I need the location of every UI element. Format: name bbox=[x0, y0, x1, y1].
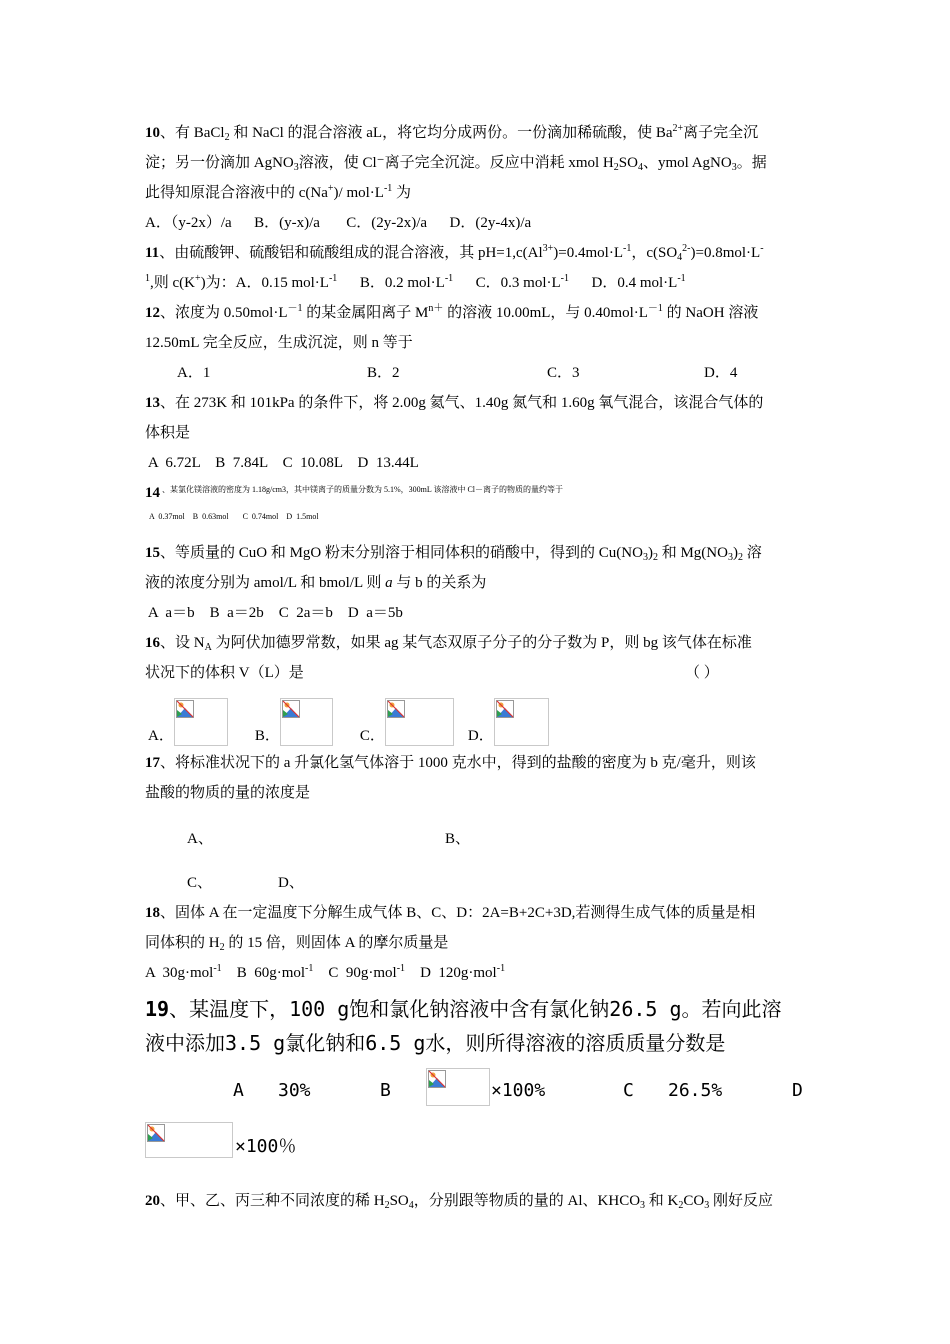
q20-line-1: 20、甲、乙、丙三种不同浓度的稀 $H_2SO_4$，分别跟等物质的量的 Al、$KHCO_3$ 和 $K_2CO_3$ 刚好反应 bbox=[145, 1193, 773, 1211]
q16-option-d-image bbox=[494, 698, 549, 746]
q10-line-1: 10、有 BaCl$_2$ 和 NaCl 的混合溶液 aL，将它均分成两份。一份滴加稀硫酸，使 $Ba^{2+}$离子完全沉 bbox=[145, 123, 759, 143]
q12-options bbox=[145, 358, 810, 388]
q18-options: A 30g·mol$^{-1}$ B 60g·mol$^{-1}$ C 90g·mol$^{-1}$ D 120g·mol$^{-1}$ bbox=[145, 963, 506, 981]
q12-option-d: D．4 bbox=[704, 365, 738, 381]
q10-line-3: 此得知原混合溶液中的 c(Na+)/ $mol\cdot L^{-1}$ 为 bbox=[145, 183, 412, 201]
q19-option-a-label: A bbox=[233, 1080, 244, 1101]
q19-line-1: 19、某温度下，100 g饱和氯化钠溶液中含有氯化钠26.5 g。若向此溶 bbox=[145, 997, 782, 1021]
q20-number: 20 bbox=[145, 1193, 160, 1209]
q16-answer-paren: （ ） bbox=[685, 665, 719, 681]
q17-options-cd bbox=[145, 868, 810, 898]
q16-option-c-image bbox=[385, 698, 454, 746]
q19-option-d-label: D bbox=[792, 1080, 803, 1101]
q19-line-2: 液中添加3.5 g氯化钠和6.5 g水，则所得溶液的溶质质量分数是 bbox=[145, 1031, 726, 1055]
q16-option-c-label: C． bbox=[359, 728, 385, 744]
q19-option-b-value: ×100% bbox=[491, 1080, 546, 1101]
q10-line-2: 淀；另一份滴加 AgNO$_3$溶液，使 Cl⁻离子完全沉淀。反应中消耗 xmol $H_2SO_4$、ymol AgNO$_3$。据 bbox=[145, 155, 767, 173]
broken-image-icon bbox=[147, 1124, 165, 1142]
q13-line-2: 体积是 bbox=[145, 425, 191, 441]
q19-option-a-value: 30% bbox=[278, 1080, 311, 1101]
q16-option-d-label: D． bbox=[467, 728, 494, 744]
q16-line-2: 状况下的体积 V（L）是 （ ） bbox=[145, 658, 810, 688]
q11-line-2: $^1$,则 c(K+)为：A．0.15 $mol\cdot L^{-1}$ B．0.2 $mol\cdot L^{-1}$ C．0.3 $mol\cdot L^{-1}$ D．0.4 $mol\cdot L^{-1}$ bbox=[145, 273, 686, 291]
q18-line-1: 18、固体 A 在一定温度下分解生成气体 B、C、D：2A=B+2C+3D,若测得生成气体的质量是相 bbox=[145, 905, 756, 921]
q12-line-1: 12、浓度为 $0.50mol\cdot L^{-1}$ 的某金属阳离子 $M^{n+}$ 的溶液 10.00mL，与 $0.40mol\cdot L^{-1}$ 的 NaOH 溶液 bbox=[145, 303, 759, 321]
q10-number: 10 bbox=[145, 125, 160, 141]
q19-options-row-1 bbox=[145, 1066, 810, 1118]
q19-option-c-label: C bbox=[623, 1080, 634, 1101]
broken-image-icon bbox=[428, 1070, 446, 1088]
q17-line-1: 17、将标准状况下的 a 升氯化氢气体溶于 1000 克水中，得到的盐酸的密度为 b 克/毫升，则该 bbox=[145, 755, 756, 771]
q10-options: A．（y-2x）/a B．(y-x)/a C．(2y-2x)/a D．(2y-4x)/a bbox=[145, 215, 532, 231]
q17-number: 17 bbox=[145, 755, 160, 771]
q18-line-2: 同体积的 $H_2$ 的 15 倍，则固体 A 的摩尔质量是 bbox=[145, 935, 449, 953]
q15-options: A a＝b B a＝2b C 2a＝b D a＝5b bbox=[145, 605, 403, 621]
q16-option-a-label: A． bbox=[148, 728, 174, 744]
q17-option-c: C、 bbox=[187, 875, 213, 891]
q12-number: 12 bbox=[145, 305, 160, 321]
q12-option-c: C．3 bbox=[547, 365, 580, 381]
broken-image-icon bbox=[282, 700, 300, 718]
q15-line-1: 15、等质量的 CuO 和 MgO 粉末分别溶于相同体积的硝酸中，得到的 $Cu(NO_3)_2$ 和 $Mg(NO_3)_2$ 溶 bbox=[145, 545, 762, 563]
q17-line-2: 盐酸的物质的量的浓度是 bbox=[145, 785, 311, 801]
q14-text: 、某氯化镁溶液的密度为 1.18g/cm3，其中镁离子的质量分数为 5.1%，300mL 该溶液中 Cl－离子的物质的量约等于 bbox=[162, 485, 564, 494]
broken-image-icon bbox=[496, 700, 514, 718]
q12-option-a: A．1 bbox=[177, 365, 211, 381]
q19-options-row-2 bbox=[145, 1120, 810, 1164]
q12-option-b: B．2 bbox=[367, 365, 400, 381]
q18-number: 18 bbox=[145, 905, 160, 921]
q19-option-c-value: 26.5% bbox=[668, 1080, 723, 1101]
q16-option-b-label: B． bbox=[254, 728, 280, 744]
q16-option-b-image bbox=[280, 698, 333, 746]
q14-options: A 0.37mol B 0.63mol C 0.74mol D 1.5mol bbox=[149, 512, 319, 521]
q14-number: 14 bbox=[145, 485, 160, 501]
q17-option-d: D、 bbox=[278, 875, 304, 891]
document-page bbox=[145, 118, 810, 1216]
q11-line-1: 11、由硫酸钾、硫酸铝和硫酸组成的混合溶液，其 $pH=1,c(Al^{3+})=0.4mol\cdot L^{-1}$，$c(SO_4^{2-})=0.8mol\cdot L^-$ bbox=[145, 243, 764, 263]
q17-options-ab bbox=[145, 824, 810, 854]
q17-option-a: A、 bbox=[187, 831, 213, 847]
q16-option-a-image bbox=[174, 698, 228, 746]
q16-options bbox=[145, 694, 810, 746]
q13-line-1: 13、在 273K 和 101kPa 的条件下，将 2.00g 氦气、1.40g 氮气和 1.60g 氧气混合，该混合气体的 bbox=[145, 395, 764, 411]
q17-option-b: B、 bbox=[445, 831, 471, 847]
q12-line-2: 12.50mL 完全反应，生成沉淀，则 n 等于 bbox=[145, 335, 413, 351]
q19-number: 19 bbox=[145, 997, 170, 1021]
q14-line-1 bbox=[145, 478, 810, 508]
broken-image-icon bbox=[387, 700, 405, 718]
q19-option-b-label: B bbox=[380, 1080, 391, 1101]
q13-number: 13 bbox=[145, 395, 160, 411]
q16-line-1: 16、设 $N_A$ 为阿伏加德罗常数，如果 ag 某气态双原子分子的分子数为 P，则 bg 该气体在标准 bbox=[145, 635, 752, 653]
q19-option-d-value: ×100％ bbox=[235, 1136, 297, 1157]
q15-number: 15 bbox=[145, 545, 160, 561]
q13-options: A 6.72L B 7.84L C 10.08L D 13.44L bbox=[145, 455, 419, 471]
q15-line-2: 液的浓度分别为 amol/L 和 bmol/L 则 a 与 b 的关系为 bbox=[145, 575, 487, 591]
q16-number: 16 bbox=[145, 635, 160, 651]
q19-option-d-image bbox=[145, 1122, 233, 1158]
broken-image-icon bbox=[176, 700, 194, 718]
q19-option-b-image bbox=[426, 1068, 490, 1106]
q11-number: 11 bbox=[145, 245, 160, 261]
